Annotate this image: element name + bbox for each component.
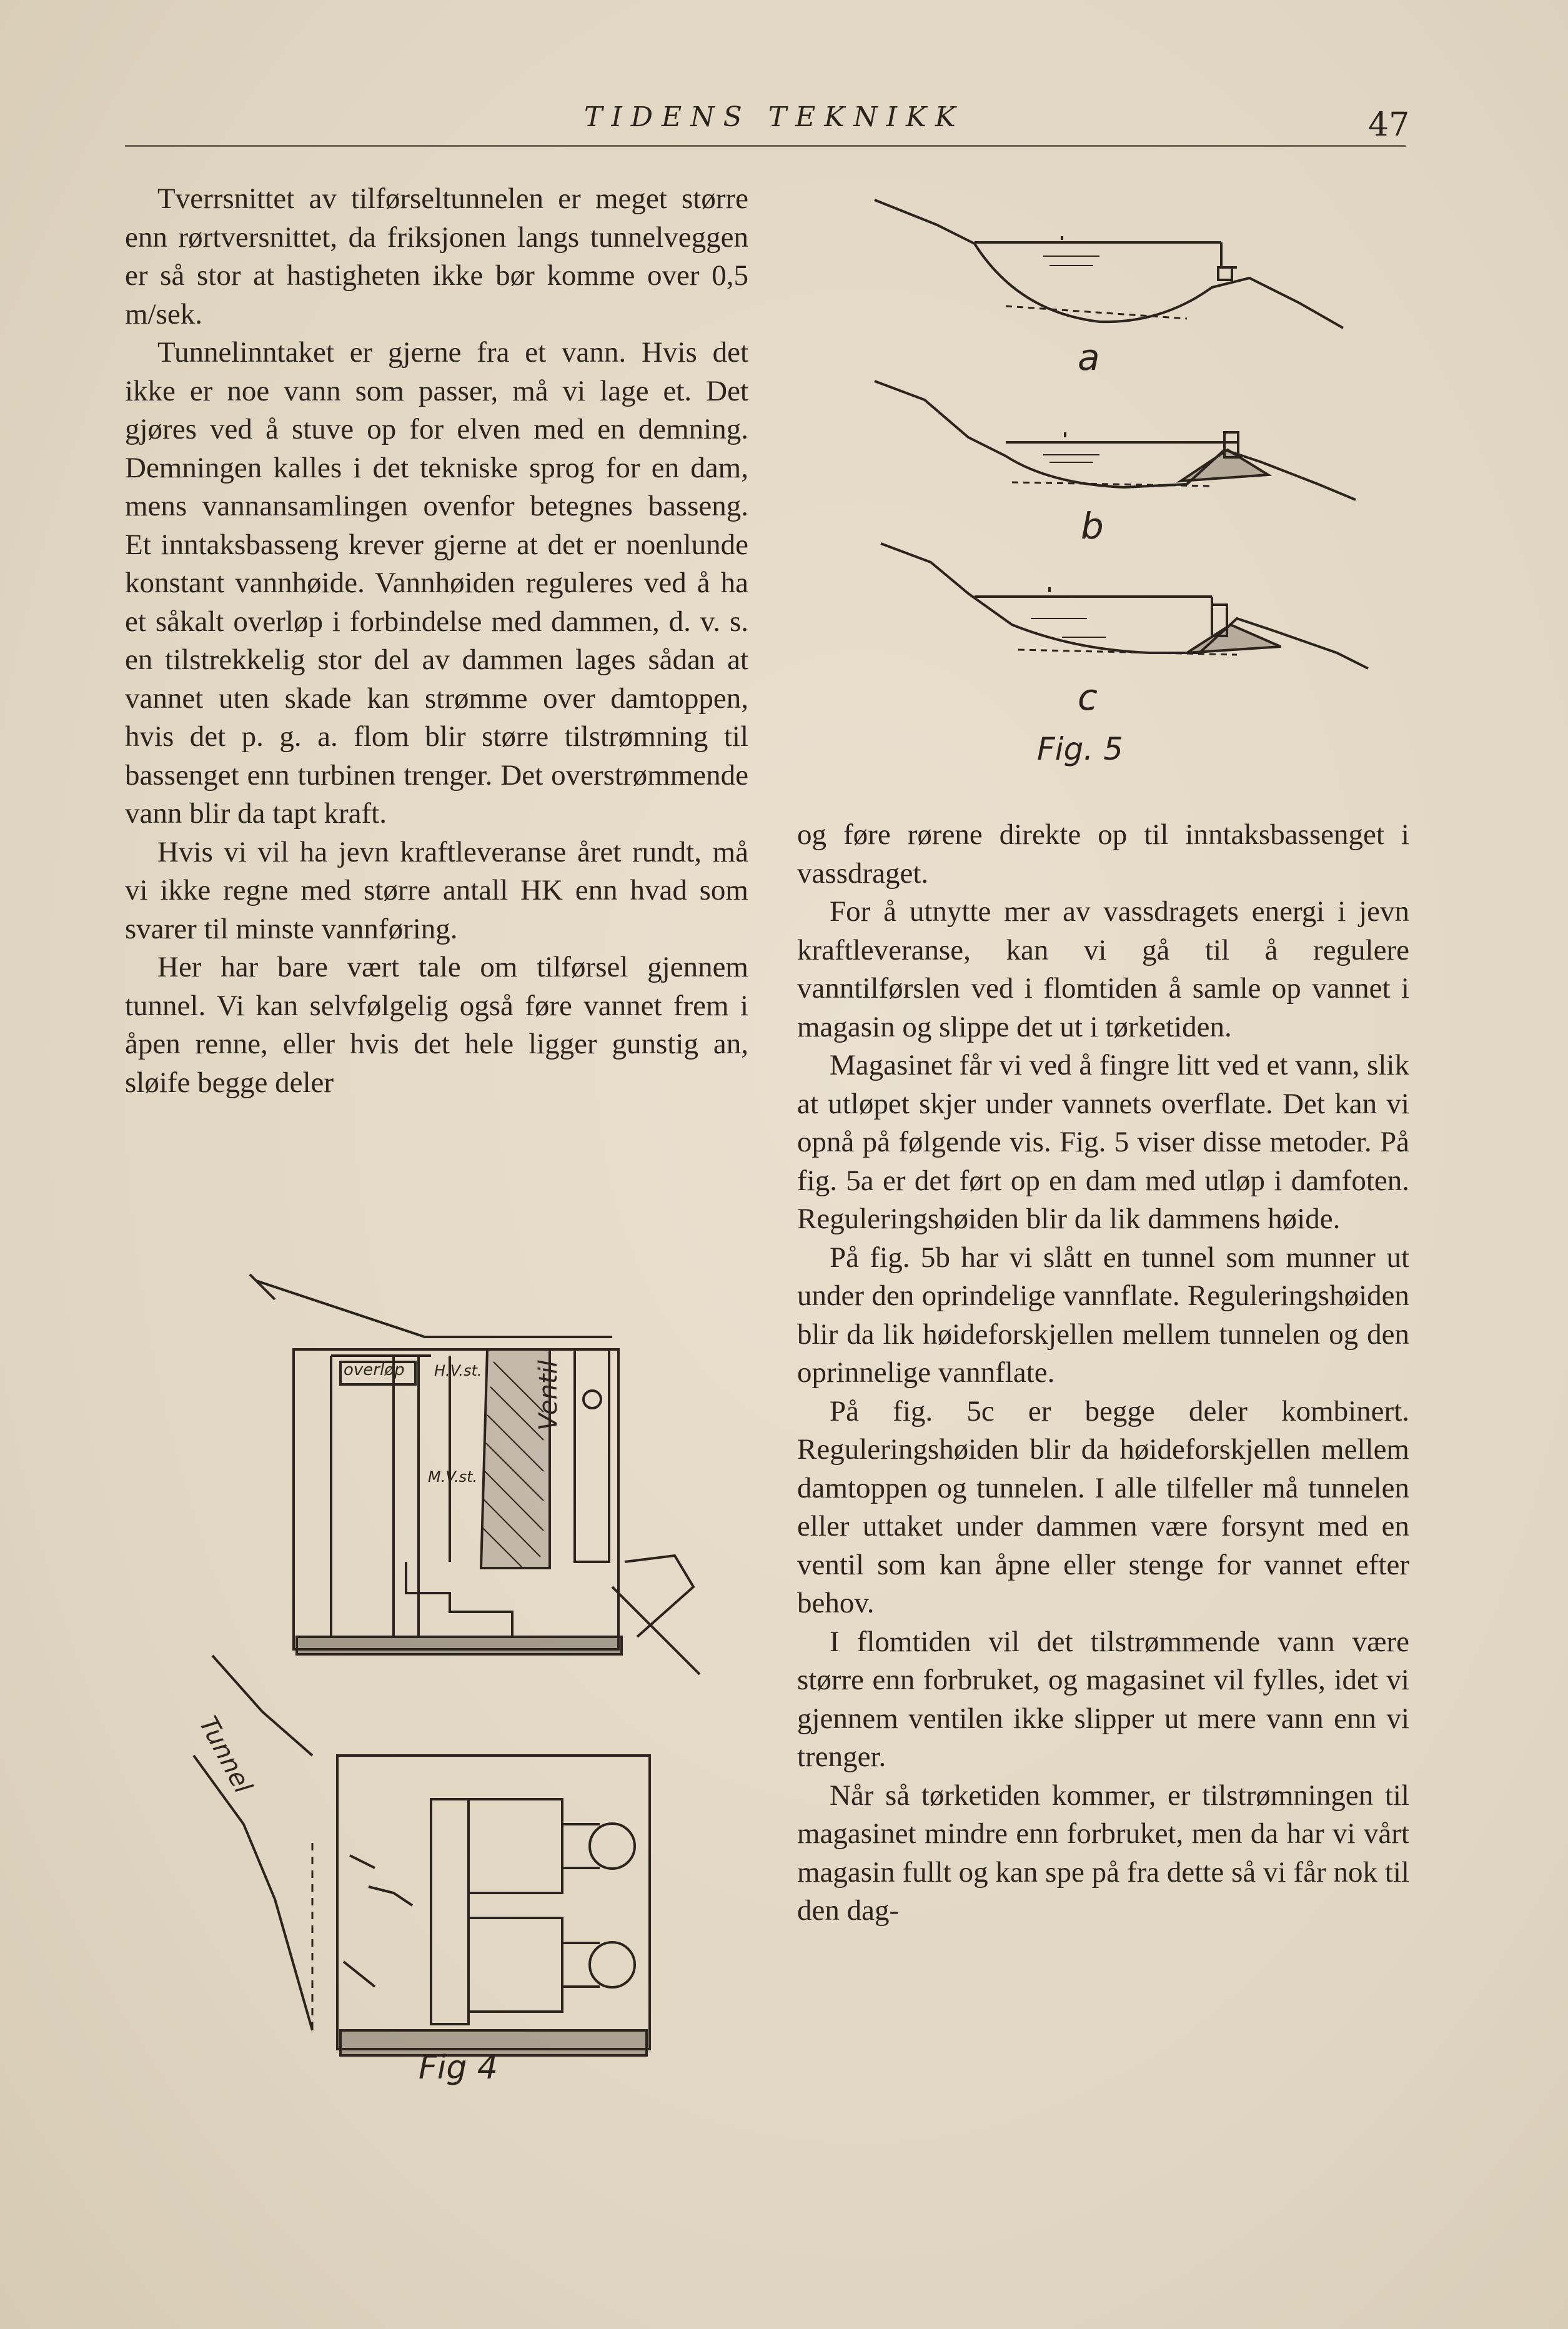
paragraph: På fig. 5b har vi slått en tunnel som munner ut under den oprindelige vannflate. Reguleringshøiden blir da lik høideforskjellen mellem tunnelen og den oprinnelige vannflate.: [797, 1241, 1409, 1389]
figure-5-drawing: [862, 187, 1374, 787]
figure-5a-label: a: [1078, 336, 1100, 379]
figure-5a-drawing: [875, 200, 1343, 328]
paragraph: Tunnelinntaket er gjerne fra et vann. Hvis det ikke er noe vann som passer, må vi lage et. Det gjøres ved å stuve op for elven med en demning. Demningen kalles i det tekniske sprog for en dam, mens vannansamlingen ovenfor betegnes basseng. Et inntaksbasseng krever gjerne at det er noenlunde konstant vannhøide. Vannhøiden reguleres ved å ha et såkalt overløp i forbindelse med dammen, d. v. s. en tilstrekkelig stor del av dammen lages sådan at vannet uten skade kan strømme over damtoppen, hvis det p. g. a. flom blir større tilstrømning til bassenget enn turbinen trenger. Det overstrømmende vann blir da tapt kraft.: [125, 336, 748, 830]
figure-4-tunnel-label: Tunnel: [193, 1712, 258, 1799]
figure-4-valve-label: Ventil: [534, 1360, 563, 1431]
page-number: 47: [1368, 106, 1410, 144]
figure-5b-label: b: [1081, 505, 1104, 547]
figure-4: [187, 1262, 718, 2099]
running-title: TIDENS TEKNIKK: [584, 101, 965, 133]
figure-5: [862, 187, 1374, 787]
figure-5c-drawing: [881, 544, 1368, 668]
paragraph: Tverrsnittet av tilførseltunnelen er meget større enn rørtversnittet, da friksjonen langs tunnelveggen er så stor at hastigheten ikke bør komme over 0,5 m/sek.: [125, 182, 748, 330]
figure-5-caption: Fig. 5: [1037, 731, 1123, 767]
figure-5c-label: c: [1078, 676, 1098, 718]
figure-4-low-water-label: M.V.st.: [428, 1468, 478, 1486]
figure-4-drawing: [187, 1262, 718, 2099]
figure-4-caption: Fig 4: [419, 2049, 498, 2087]
figure-4-high-water-label: H.V.st.: [434, 1362, 482, 1379]
paragraph: På fig. 5c er begge deler kombinert. Reguleringshøiden blir da høideforskjellen mellem damtoppen og tunnelen. I alle tilfeller må tunnelen eller uttaket under dammen være forsynt med en ventil som kan åpne eller stenge for vannet efter behov.: [797, 1394, 1409, 1619]
paragraph: I flomtiden vil det tilstrømmende vann være større enn forbruket, og magasinet vil fylles, idet vi gjennem ventilen ikke slipper ut mere vann enn vi trenger.: [797, 1625, 1409, 1773]
figure-4-overflow-label: overløp: [344, 1361, 405, 1379]
paragraph: og føre rørene direkte op til inntaksbassenget i vassdraget.: [797, 818, 1409, 890]
figure-5b-drawing: [875, 381, 1356, 500]
paragraph: Hvis vi vil ha jevn kraftleveranse året rundt, må vi ikke regne med større antall HK enn hvad som svarer til minste vannføring.: [125, 835, 748, 945]
header-rule: [125, 145, 1406, 147]
paragraph: Når så tørketiden kommer, er tilstrømningen til magasinet mindre enn forbruket, men da har vi vårt magasin fullt og kan spe på fra dette så vi får nok til den dag-: [797, 1779, 1409, 1927]
paragraph: Magasinet får vi ved å fingre litt ved et vann, slik at utløpet skjer under vannets overflate. Det kan vi opnå på følgende vis. Fig. 5 viser disse metoder. På fig. 5a er det ført op en dam med utløp i damfoten. Reguleringshøiden blir da lik dammens høide.: [797, 1049, 1409, 1235]
right-column: [797, 816, 1409, 1930]
paragraph: Her har bare vært tale om tilførsel gjennem tunnel. Vi kan selvfølgelig også føre vannet frem i åpen renne, eller hvis det hele ligger gunstig an, sløife begge deler: [125, 951, 748, 1099]
paragraph: For å utnytte mer av vassdragets energi i jevn kraftleveranse, kan vi gå til å regulere vanntilførslen ved i flomtiden å samle op vannet i magasin og slippe det ut i tørketiden.: [797, 895, 1409, 1043]
running-head: [0, 94, 1568, 144]
left-column: [125, 180, 748, 1102]
